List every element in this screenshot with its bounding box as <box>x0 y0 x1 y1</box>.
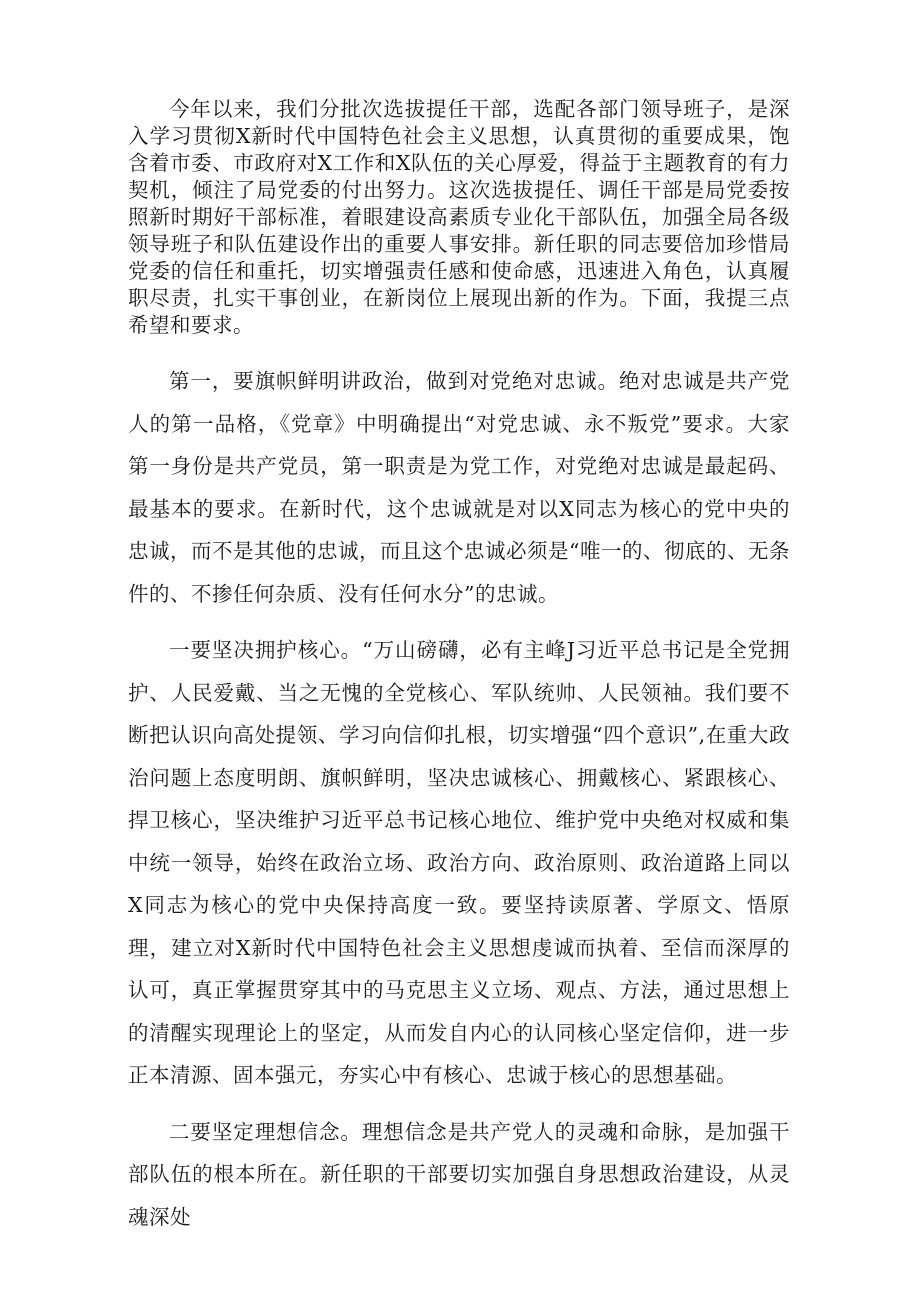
document-body <box>128 96 790 1252</box>
paragraph-uphold-core: 一要坚决拥护核心。“万山磅礴，必有主峰J习近平总书记是全党拥护、人民爱戴、当之无愧的全党核心、军队统帅、人民领袖。我们要不断把认识向高处提领、学习向信仰扎根，切实增强“四个意识”,在重大政治问题上态度明朗、旗帜鲜明，坚决忠诚核心、拥戴核心、紧跟核心、捍卫核心，坚决维护习近平总书记核心地位、维护党中央绝对权威和集中统一领导，始终在政治立场、政治方向、政治原则、政治道路上同以X同志为核心的党中央保持高度一致。要坚持读原著、学原文、悟原理，建立对X新时代中国特色社会主义思想虔诚而执着、至信而深厚的认可，真正掌握贯穿其中的马克思主义立场、观点、方法，通过思想上的清醒实现理论上的坚定，从而发自内心的认同核心坚定信仰，进一步正本清源、固本强元，夯实心中有核心、忠诚于核心的思想基础。 <box>128 638 790 1087</box>
paragraph-ideals-beliefs: 二要坚定理想信念。理想信念是共产党人的灵魂和命脉，是加强干部队伍的根本所在。新任职的干部要切实加强自身思想政治建设，从灵魂深处 <box>128 1119 790 1229</box>
paragraph-first-requirement: 第一，要旗帜鲜明讲政治，做到对党绝对忠诚。绝对忠诚是共产党人的第一品格，《党章》中明确提出“对党忠诚、永不叛党”要求。大家第一身份是共产党员，第一职责是为党工作，对党绝对忠诚是最起码、最基本的要求。在新时代，这个忠诚就是对以X同志为核心的党中央的忠诚，而不是其他的忠诚，而且这个忠诚必须是“唯一的、彻底的、无条件的、不掺任何杂质、没有任何水分”的忠诚。 <box>128 369 790 606</box>
paragraph-intro: 今年以来，我们分批次选拔提任干部，选配各部门领导班子，是深入学习贯彻X新时代中国特色社会主义思想，认真贯彻的重要成果，饱含着市委、市政府对X工作和X队伍的关心厚爱，得益于主题教育的有力契机，倾注了局党委的付出努力。这次选拔提任、调任干部是局党委按照新时期好干部标准，着眼建设高素质专业化干部队伍，加强全局各级领导班子和队伍建设作出的重要人事安排。新任职的同志要倍加珍惜局党委的信任和重托，切实增强责任感和使命感，迅速进入角色，认真履职尽责，扎实干事创业，在新岗位上展现出新的作为。下面，我提三点希望和要求。 <box>128 97 790 337</box>
